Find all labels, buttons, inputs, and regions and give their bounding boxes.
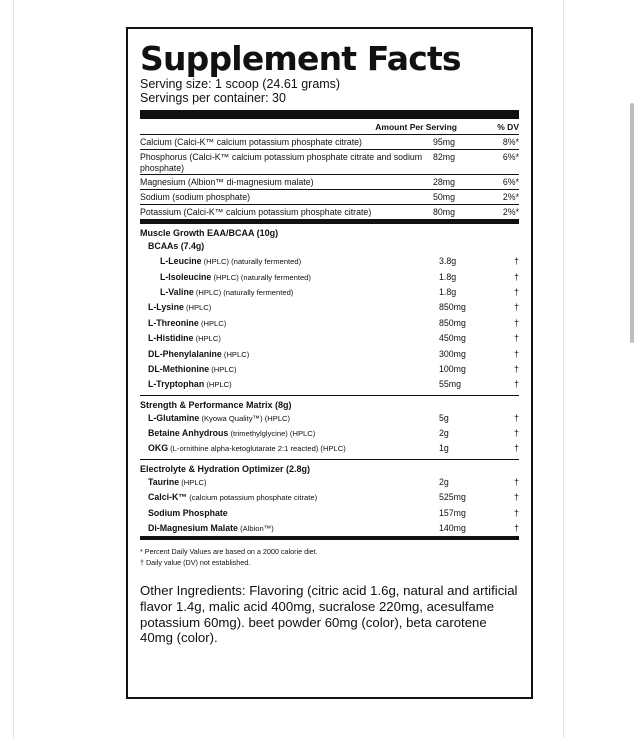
ingredient-dv: †: [514, 363, 519, 374]
ingredient-name: L-Tryptophan: [148, 379, 205, 390]
ingredient-dv: †: [514, 428, 519, 439]
scrollbar[interactable]: [630, 103, 634, 343]
ingredient-name: Taurine: [148, 476, 180, 487]
mineral-name: Calcium: [140, 137, 172, 147]
ingredient-name: Calci-K™: [148, 492, 188, 503]
ingredient-name: L-Threonine: [148, 317, 199, 328]
ingredient-row: [140, 300, 519, 315]
servings-per-container: Servings per container: 30: [140, 91, 286, 105]
ingredient-row: [140, 254, 519, 269]
thick-divider: [140, 110, 519, 119]
ingredient-name: L-Isoleucine: [160, 271, 212, 282]
footnote-daily-values: * Percent Daily Values are based on a 2000 calorie diet.: [140, 547, 318, 557]
ingredient-name: OKG: [148, 443, 169, 454]
mineral-detail: (Albion™ di-magnesium malate): [185, 177, 314, 188]
ingredient-detail: (Kyowa Quality™) (HPLC): [199, 413, 291, 423]
ingredient-amount: 1.8g: [439, 271, 457, 282]
page-edge-right: [563, 0, 564, 738]
ingredient-detail: (Albion™): [237, 524, 274, 534]
ingredient-dv: †: [514, 523, 519, 534]
subsection-title-bcaa: BCAAs (7.4g): [148, 240, 205, 251]
ingredient-row: [140, 316, 519, 331]
ingredient-amount: 140mg: [439, 523, 466, 534]
ingredient-row: [140, 362, 519, 377]
ingredient-name: L-Lysine: [148, 302, 184, 313]
mineral-row: [140, 175, 519, 190]
ingredient-amount: 850mg: [439, 317, 466, 328]
mineral-row: [140, 190, 519, 205]
ingredient-amount: 2g: [439, 428, 449, 439]
mineral-name: Potassium: [140, 206, 182, 217]
page-edge-left: [13, 0, 14, 738]
ingredient-dv: †: [514, 271, 519, 282]
ingredient-name: L-Histidine: [148, 333, 194, 344]
mineral-amount: 80mg: [433, 206, 456, 217]
ingredient-name: L-Glutamine: [148, 412, 200, 423]
ingredient-row: [140, 377, 519, 392]
ingredient-amount: 450mg: [439, 333, 466, 344]
ingredient-amount: 525mg: [439, 492, 466, 503]
ingredient-name: Di-Magnesium Malate: [148, 523, 238, 534]
ingredient-detail: (HPLC): [183, 303, 212, 313]
ingredient-detail: (HPLC): [179, 477, 207, 487]
ingredient-detail: (HPLC) (naturally fermented): [201, 257, 302, 267]
ingredient-name: L-Leucine: [160, 256, 202, 267]
ingredient-row: [140, 331, 519, 346]
daily-value-header: % DV: [497, 121, 519, 132]
mineral-row: [140, 135, 519, 150]
footnote-dv-not-established: † Daily value (DV) not established.: [140, 558, 251, 568]
ingredient-dv: †: [514, 256, 519, 267]
ingredient-dv: †: [514, 302, 519, 313]
mineral-detail: (Calci-K™ calcium potassium phosphate citrate): [181, 206, 372, 217]
section-title-muscle: Muscle Growth EAA/BCAA (10g): [140, 227, 279, 238]
ingredient-row: [140, 441, 519, 456]
ingredient-detail: (HPLC): [221, 349, 250, 359]
ingredient-dv: †: [514, 412, 519, 423]
other-ingredients: Other Ingredients: Flavoring (citric acid 1.6g, natural and artificial flavor 1.4g, malic acid 400mg, sucralose 220mg, acesulfame potassium 60mg). beet powder 60mg (color), beta carotene 40mg (color).: [140, 583, 518, 646]
ingredient-detail: (HPLC): [193, 334, 221, 344]
ingredient-detail: (trimethylglycine) (HPLC): [228, 429, 316, 439]
ingredient-amount: 300mg: [439, 348, 466, 359]
mineral-dv: 8%*: [502, 137, 519, 147]
ingredient-row: [140, 490, 519, 505]
ingredient-row: [140, 347, 519, 362]
footnotes: [140, 540, 519, 568]
column-header: [140, 119, 519, 135]
supplement-facts-label: [126, 27, 533, 699]
mineral-name: Magnesium: [140, 177, 186, 188]
ingredient-name: L-Valine: [160, 286, 194, 297]
ingredient-row: [140, 411, 519, 426]
ingredient-dv: †: [514, 379, 519, 390]
ingredient-row: [140, 475, 519, 490]
section-title-strength: Strength & Performance Matrix (8g): [140, 395, 519, 411]
mineral-amount: 28mg: [433, 177, 456, 188]
ingredient-dv: †: [514, 492, 519, 503]
ingredient-name: Sodium Phosphate: [148, 507, 228, 518]
ingredient-amount: 157mg: [439, 507, 466, 518]
mineral-row: [140, 150, 519, 176]
mineral-detail: (sodium phosphate): [169, 192, 251, 203]
ingredient-row: [140, 521, 519, 536]
amount-per-serving-header: Amount Per Serving: [375, 121, 457, 132]
mineral-detail: (Calci-K™ calcium potassium phosphate citrate and sodium phosphate): [140, 151, 423, 173]
ingredient-name: DL-Methionine: [148, 363, 210, 374]
ingredient-dv: †: [514, 317, 519, 328]
minerals-table: [140, 135, 519, 220]
ingredient-amount: 3.8g: [439, 256, 457, 267]
mineral-amount: 95mg: [433, 137, 456, 147]
mineral-dv: 2%*: [502, 192, 519, 203]
ingredient-row: [140, 270, 519, 285]
ingredient-amount: 2g: [439, 476, 449, 487]
ingredient-name: Betaine Anhydrous: [148, 428, 229, 439]
mineral-row: [140, 205, 519, 220]
ingredient-name: DL-Phenylalanine: [148, 348, 222, 359]
mineral-dv: 6%*: [502, 177, 519, 188]
ingredient-dv: †: [514, 286, 519, 297]
ingredient-row: [140, 285, 519, 300]
mineral-name: Phosphorus: [140, 151, 187, 162]
ingredient-row: [140, 506, 519, 521]
label-title: Supplement Facts: [140, 39, 461, 78]
ingredient-dv: †: [514, 476, 519, 487]
mineral-dv: 2%*: [502, 206, 519, 217]
ingredient-detail: (HPLC): [209, 364, 237, 374]
ingredient-detail: (L-ornithine alpha-ketoglutarate 2:1 reacted) (HPLC): [168, 444, 346, 454]
ingredient-amount: 55mg: [439, 379, 462, 390]
ingredient-row: [140, 426, 519, 441]
mineral-name: Sodium: [140, 192, 170, 203]
ingredient-detail: (HPLC) (naturally fermented): [211, 272, 311, 282]
serving-size: Serving size: 1 scoop (24.61 grams): [140, 77, 341, 91]
ingredient-amount: 1g: [439, 443, 449, 454]
ingredient-amount: 1.8g: [439, 286, 457, 297]
ingredient-detail: (calcium potassium phosphate citrate): [187, 493, 318, 503]
ingredient-amount: 5g: [439, 412, 449, 423]
ingredient-dv: †: [514, 348, 519, 359]
mineral-amount: 82mg: [433, 151, 456, 162]
section-title-electrolyte: Electrolyte & Hydration Optimizer (2.8g): [140, 459, 519, 475]
mineral-dv: 6%*: [502, 151, 519, 162]
mineral-amount: 50mg: [433, 192, 456, 203]
ingredient-amount: 100mg: [439, 363, 466, 374]
ingredient-detail: (HPLC): [198, 318, 227, 328]
ingredient-amount: 850mg: [439, 302, 466, 313]
ingredient-dv: †: [514, 333, 519, 344]
ingredient-dv: †: [514, 507, 519, 518]
ingredient-detail: (HPLC): [204, 380, 232, 390]
ingredient-dv: †: [514, 443, 519, 454]
ingredient-detail: (HPLC) (naturally fermented): [193, 287, 294, 297]
mineral-detail: (Calci-K™ calcium potassium phosphate citrate): [171, 137, 362, 147]
